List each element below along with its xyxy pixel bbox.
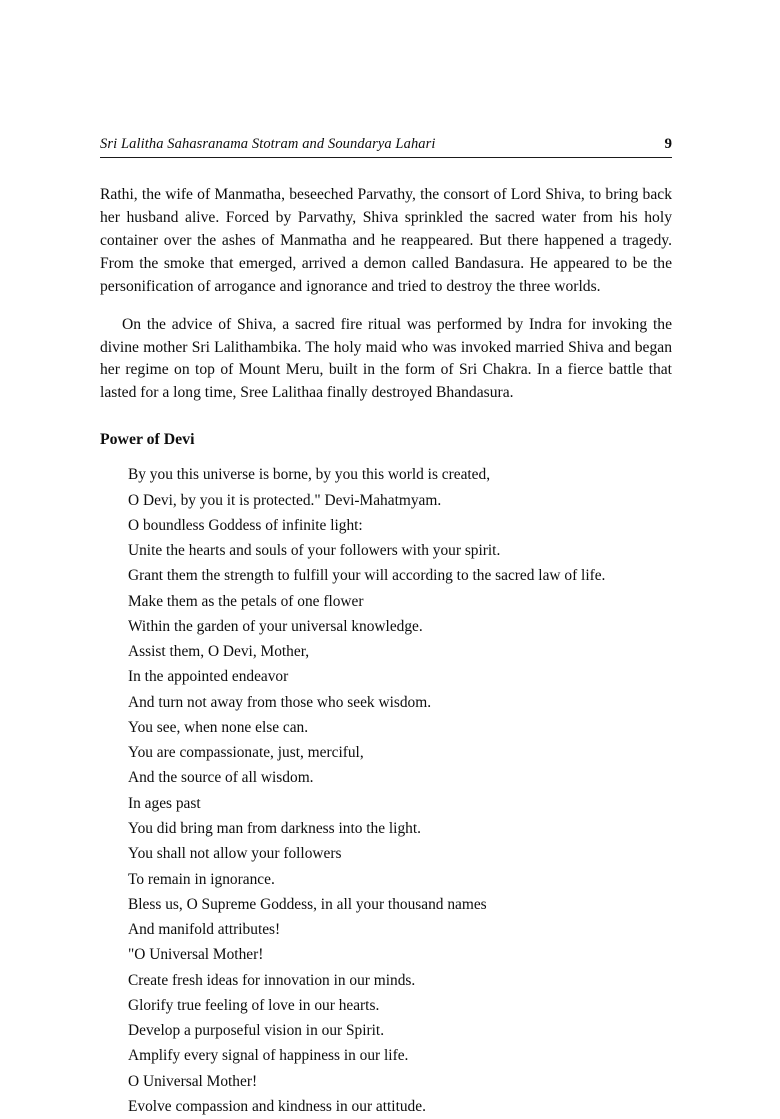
verse-line: Glorify true feeling of love in our hearts. xyxy=(128,996,380,1014)
verse-line: Evolve compassion and kindness in our attitude. xyxy=(128,1097,426,1115)
verse-line: You are compassionate, just, merciful, xyxy=(128,744,364,762)
paragraph: Rathi, the wife of Manmatha, beseeched Parvathy, the consort of Lord Shiva, to bring back her husband alive. Forced by Parvathy, Shiva sprinkled the sacred water from his holy container over the ashes of Manmatha and he reappeared. But there happened a tragedy. From the smoke that emerged, arrived a demon called Bandasura. He appeared to be the personification of arrogance and ignorance and tried to destroy the three worlds. xyxy=(100,186,672,295)
verse-line: Assist them, O Devi, Mother, xyxy=(128,643,310,661)
verse-line: To remain in ignorance. xyxy=(128,870,275,888)
page-number: 9 xyxy=(664,136,672,152)
verse-line: You did bring man from darkness into the light. xyxy=(128,819,421,837)
verse-line: You see, when none else can. xyxy=(128,718,309,736)
verse-line: In the appointed endeavor xyxy=(128,668,289,686)
verse-block xyxy=(100,462,672,1119)
verse-line: And the source of all wisdom. xyxy=(128,769,314,787)
verse-line: Unite the hearts and souls of your followers with your spirit. xyxy=(128,542,501,560)
verse-line: O Universal Mother! xyxy=(128,1072,258,1090)
verse-line: O Devi, by you it is protected." Devi-Mahatmyam. xyxy=(128,491,442,509)
verse-line: Grant them the strength to fulfill your will according to the sacred law of life. xyxy=(128,567,606,585)
running-header xyxy=(100,136,672,158)
verse-line: "O Universal Mother! xyxy=(128,946,264,964)
verse-line: By you this universe is borne, by you this world is created, xyxy=(128,466,491,484)
verse-line: You shall not allow your followers xyxy=(128,845,342,863)
page-content xyxy=(100,136,672,1119)
verse-line: Create fresh ideas for innovation in our minds. xyxy=(128,971,416,989)
verse-line: Amplify every signal of happiness in our life. xyxy=(128,1047,409,1065)
verse-line: Bless us, O Supreme Goddess, in all your thousand names xyxy=(128,895,487,913)
running-header-title: Sri Lalitha Sahasranama Stotram and Soundarya Lahari xyxy=(100,136,436,152)
verse-line: And manifold attributes! xyxy=(128,921,281,939)
verse-line: O boundless Goddess of infinite light: xyxy=(128,516,363,534)
section-heading: Power of Devi xyxy=(100,431,195,449)
verse-line: Within the garden of your universal knowledge. xyxy=(128,617,423,635)
verse-line: In ages past xyxy=(128,794,201,812)
paragraph: On the advice of Shiva, a sacred fire ritual was performed by Indra for invoking the divine mother Sri Lalithambika. The holy maid who was invoked married Shiva and began her regime on top of Mount Meru, built in the form of Sri Chakra. In a fierce battle that lasted for a long time, Sree Lalithaa finally destroyed Bhandasura. xyxy=(100,315,672,402)
verse-line: Develop a purposeful vision in our Spirit. xyxy=(128,1022,385,1040)
body-text xyxy=(100,184,672,1119)
verse-line: Make them as the petals of one flower xyxy=(128,592,364,610)
verse-line: And turn not away from those who seek wisdom. xyxy=(128,693,432,711)
